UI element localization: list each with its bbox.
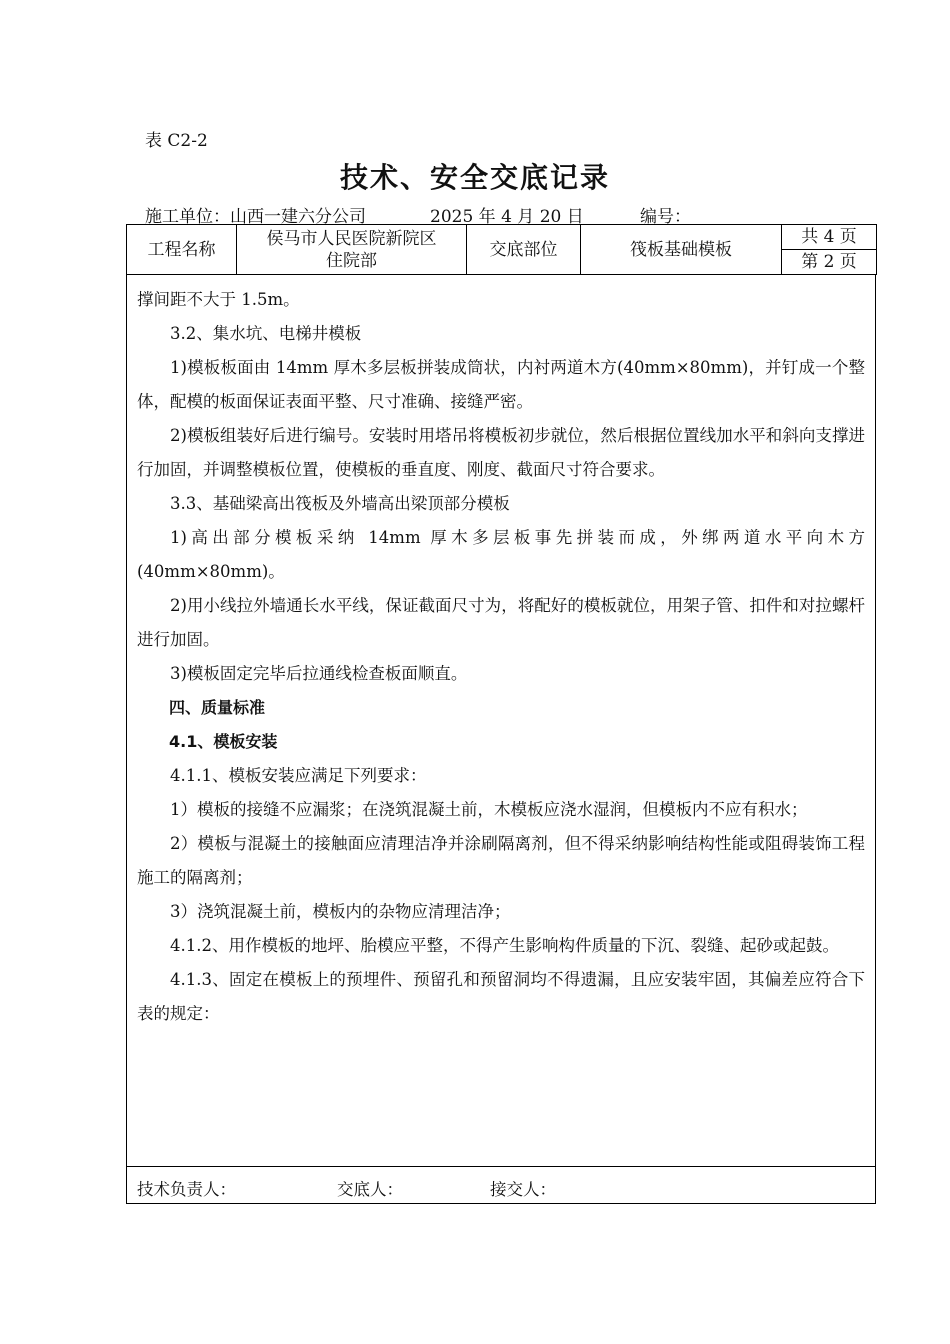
discloser-signature-label: 交底人： — [337, 1180, 403, 1199]
receiver-signature-label: 接交人： — [490, 1180, 556, 1199]
content-paragraph: 4.1.3、固定在模板上的预埋件、预留孔和预留洞均不得遗漏，且应安装牢固，其偏差应符合下表的规定： — [137, 970, 865, 1023]
disclosure-part-value: 筏板基础模板 — [581, 225, 782, 275]
total-pages: 共 4 页 — [782, 225, 877, 250]
section-heading: 3.3、基础梁高出筏板及外墙高出梁顶部分模板 — [170, 494, 510, 513]
content-paragraph: 1)模板板面由 14mm 厚木多层板拼装成筒状，内衬两道木方(40mm×80mm)，并钉成一个整体，配模的板面保证表面平整、尺寸准确、接缝严密。 — [137, 358, 865, 411]
content-paragraph: 1）模板的接缝不应漏浆；在浇筑混凝土前，木模板应浇水湿润，但模板内不应有积水； — [170, 800, 808, 819]
content-paragraph: 1)高出部分模板采纳 14mm 厚木多层板事先拼装而成，外绑两道水平向木方(40mm×80mm)。 — [137, 528, 865, 581]
content-paragraph: 撑间距不大于 1.5m。 — [137, 290, 300, 309]
serial-number-label: 编号： — [640, 207, 691, 227]
header-table — [126, 224, 877, 275]
disclosure-content — [137, 283, 865, 1031]
content-paragraph: 2)用小线拉外墙通长水平线，保证截面尺寸为，将配好的模板就位，用架子管、扣件和对拉螺杆进行加固。 — [137, 596, 865, 649]
project-name-line2: 住院部 — [326, 250, 377, 271]
signature-row — [126, 1166, 876, 1204]
tech-lead-signature-label: 技术负责人： — [137, 1180, 236, 1199]
content-paragraph: 4.1.1、模板安装应满足下列要求： — [170, 766, 427, 785]
page-number: 第 2 页 — [782, 250, 877, 275]
section-heading: 4.1、模板安装 — [169, 732, 278, 751]
chapter-heading: 四、质量标准 — [169, 698, 266, 717]
disclosure-content-box — [126, 275, 876, 1166]
disclosure-part-label: 交底部位 — [467, 225, 581, 275]
section-heading: 3.2、集水坑、电梯井模板 — [170, 324, 362, 343]
content-paragraph: 4.1.2、用作模板的地坪、胎模应平整，不得产生影响构件质量的下沉、裂缝、起砂或起鼓。 — [170, 936, 839, 955]
content-paragraph: 2)模板组装好后进行编号。安装时用塔吊将模板初步就位，然后根据位置线加水平和斜向支撑进行加固，并调整模板位置，使模板的垂直度、刚度、截面尺寸符合要求。 — [137, 426, 865, 479]
content-paragraph: 3)模板固定完毕后拉通线检查板面顺直。 — [170, 664, 468, 683]
page-title: 技术、安全交底记录 — [339, 161, 610, 194]
form-number: 表 C2-2 — [145, 131, 208, 151]
record-date: 2025 年 4 月 20 日 — [430, 207, 584, 227]
project-name-value — [237, 225, 467, 275]
content-paragraph: 3）浇筑混凝土前，模板内的杂物应清理洁净； — [170, 902, 511, 921]
construction-unit: 施工单位：山西一建六分公司 — [145, 207, 366, 227]
project-name-line1: 侯马市人民医院新院区 — [266, 228, 437, 249]
project-name-label: 工程名称 — [127, 225, 237, 275]
content-paragraph: 2）模板与混凝土的接触面应清理洁净并涂刷隔离剂，但不得采纳影响结构性能或阻碍装饰工程施工的隔离剂； — [137, 834, 865, 887]
